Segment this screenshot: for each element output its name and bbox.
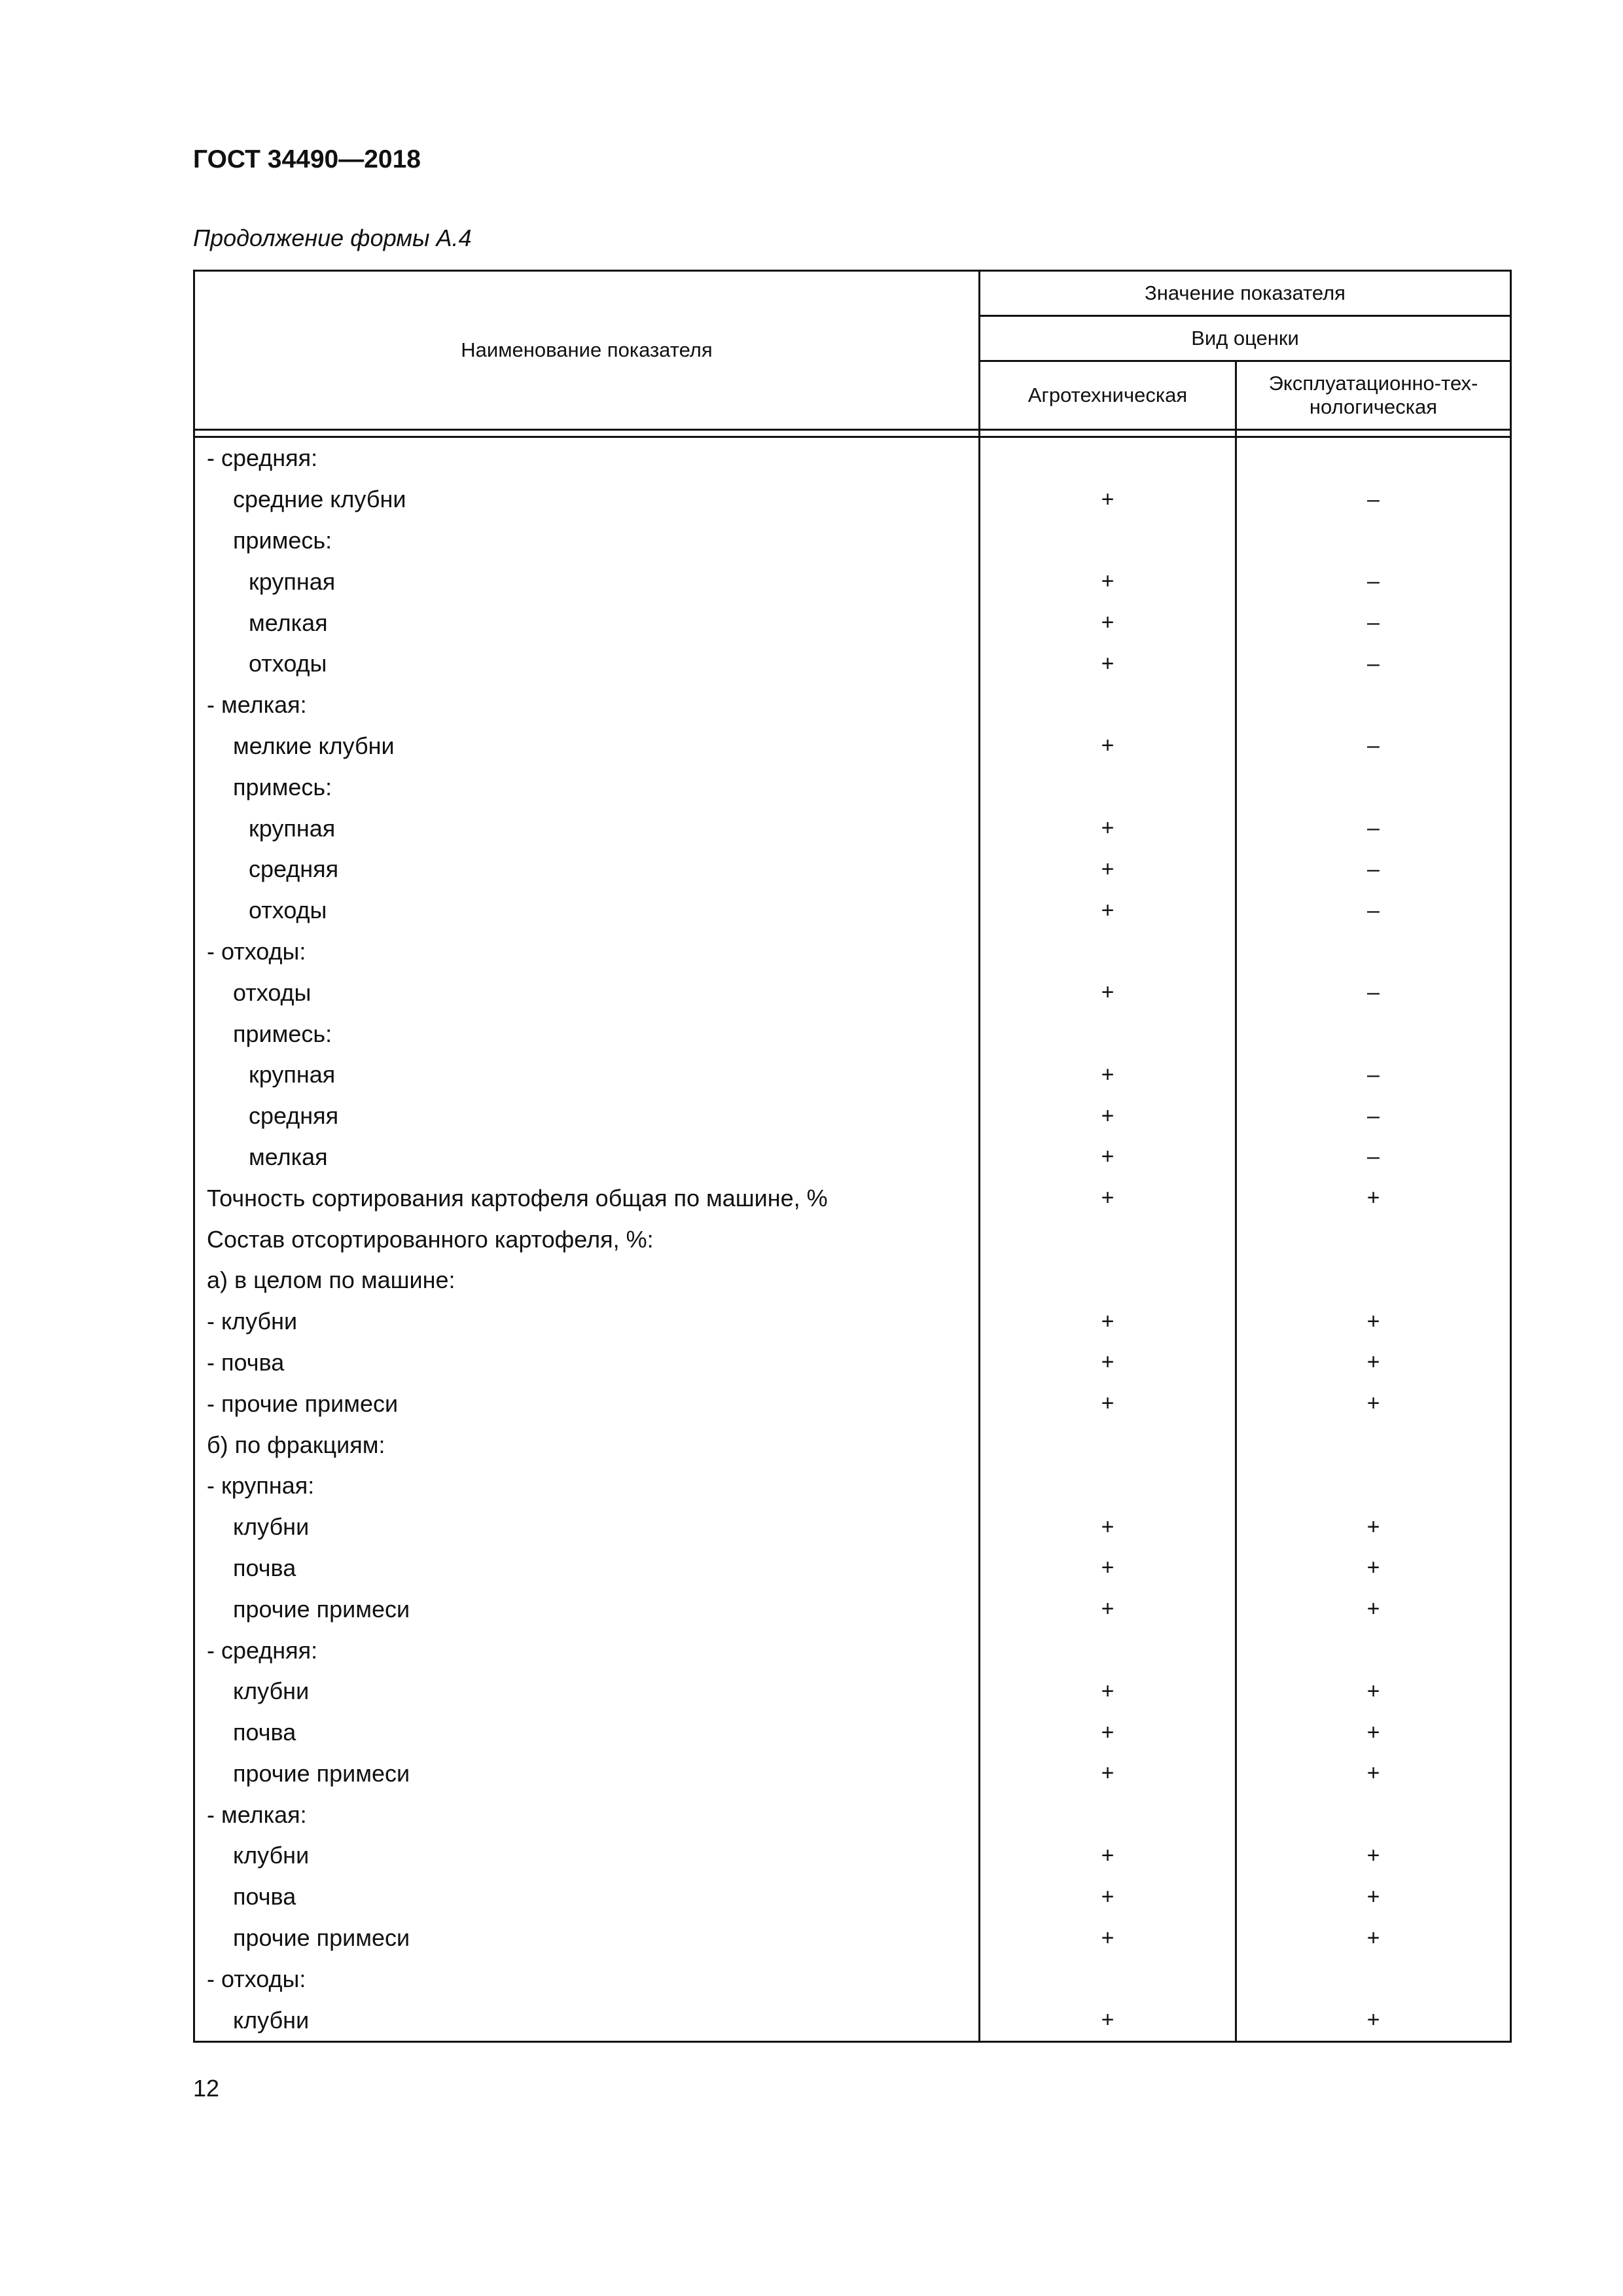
operational-mark-cell: + [1236, 1383, 1511, 1424]
indicator-name-cell: крупная [194, 808, 980, 849]
indicator-table [193, 270, 1512, 2043]
table-row [194, 1177, 1511, 1219]
operational-mark-cell: + [1236, 1918, 1511, 1959]
table-row [194, 561, 1511, 602]
indicator-name-cell: мелкие клубни [194, 726, 980, 767]
indicator-name-cell: примесь: [194, 1013, 980, 1054]
table-row [194, 1054, 1511, 1096]
agrotechnical-mark-cell: + [980, 808, 1236, 849]
document-title: ГОСТ 34490—2018 [193, 145, 421, 173]
indicator-name-cell: прочие примеси [194, 1753, 980, 1795]
header-indicator-name: Наименование показателя [194, 271, 980, 430]
table-row [194, 1794, 1511, 1835]
indicator-name-cell: - крупная: [194, 1465, 980, 1507]
operational-mark-cell: – [1236, 726, 1511, 767]
indicator-name-cell: - мелкая: [194, 1794, 980, 1835]
table-row [194, 931, 1511, 973]
operational-mark-cell [1236, 1260, 1511, 1301]
operational-mark-cell: + [1236, 1548, 1511, 1589]
indicator-name-cell: Состав отсортированного картофеля, %: [194, 1219, 980, 1260]
header-operational-line1: Эксплуатационно-тех- [1268, 372, 1478, 395]
agrotechnical-mark-cell [980, 1013, 1236, 1054]
indicator-name-cell: - отходы: [194, 1958, 980, 2000]
agrotechnical-mark-cell: + [980, 1301, 1236, 1342]
agrotechnical-mark-cell: + [980, 1507, 1236, 1548]
indicator-name-cell: отходы [194, 643, 980, 685]
header-assessment-type: Вид оценки [980, 316, 1511, 361]
operational-mark-cell: + [1236, 1342, 1511, 1384]
indicator-name-cell: - средняя: [194, 437, 980, 479]
agrotechnical-mark-cell: + [980, 602, 1236, 643]
indicator-name-cell: клубни [194, 1671, 980, 1712]
agrotechnical-mark-cell: + [980, 1548, 1236, 1589]
agrotechnical-mark-cell: + [980, 1671, 1236, 1712]
agrotechnical-mark-cell: + [980, 643, 1236, 685]
operational-mark-cell [1236, 1013, 1511, 1054]
indicator-name-cell: мелкая [194, 1137, 980, 1178]
table-row [194, 1671, 1511, 1712]
agrotechnical-mark-cell: + [980, 1918, 1236, 1959]
agrotechnical-mark-cell [980, 1958, 1236, 2000]
operational-mark-cell: + [1236, 2000, 1511, 2041]
indicator-name-cell: - средняя: [194, 1630, 980, 1671]
indicator-name-cell: прочие примеси [194, 1588, 980, 1630]
agrotechnical-mark-cell: + [980, 726, 1236, 767]
operational-mark-cell: – [1236, 1054, 1511, 1096]
table-row [194, 1548, 1511, 1589]
agrotechnical-mark-cell: + [980, 561, 1236, 602]
indicator-name-cell: клубни [194, 1835, 980, 1876]
operational-mark-cell: + [1236, 1507, 1511, 1548]
operational-mark-cell [1236, 1794, 1511, 1835]
operational-mark-cell: + [1236, 1588, 1511, 1630]
header-agrotechnical: Агротехническая [980, 361, 1236, 430]
indicator-name-cell: почва [194, 1712, 980, 1753]
indicator-name-cell: - почва [194, 1342, 980, 1384]
table-row [194, 1507, 1511, 1548]
operational-mark-cell [1236, 1958, 1511, 2000]
indicator-name-cell: - прочие примеси [194, 1383, 980, 1424]
table-row [194, 726, 1511, 767]
operational-mark-cell [1236, 437, 1511, 479]
operational-mark-cell: – [1236, 602, 1511, 643]
table-header [194, 271, 1511, 437]
agrotechnical-mark-cell [980, 1465, 1236, 1507]
indicator-name-cell: б) по фракциям: [194, 1424, 980, 1465]
table-body [194, 437, 1511, 2042]
table-row [194, 1383, 1511, 1424]
table-row [194, 766, 1511, 808]
indicator-name-cell: примесь: [194, 766, 980, 808]
operational-mark-cell: + [1236, 1876, 1511, 1918]
table-row [194, 1342, 1511, 1384]
table-row [194, 1876, 1511, 1918]
table-row [194, 1712, 1511, 1753]
page-number: 12 [193, 2075, 220, 2102]
agrotechnical-mark-cell [980, 685, 1236, 726]
table-row [194, 1835, 1511, 1876]
operational-mark-cell: + [1236, 1712, 1511, 1753]
table-row [194, 890, 1511, 931]
operational-mark-cell: – [1236, 479, 1511, 520]
operational-mark-cell [1236, 1465, 1511, 1507]
table-row [194, 643, 1511, 685]
operational-mark-cell: – [1236, 643, 1511, 685]
agrotechnical-mark-cell: + [980, 2000, 1236, 2041]
indicator-name-cell: отходы [194, 972, 980, 1013]
operational-mark-cell [1236, 685, 1511, 726]
agrotechnical-mark-cell: + [980, 1096, 1236, 1137]
operational-mark-cell [1236, 766, 1511, 808]
operational-mark-cell: – [1236, 849, 1511, 890]
operational-mark-cell: – [1236, 1096, 1511, 1137]
operational-mark-cell: + [1236, 1671, 1511, 1712]
agrotechnical-mark-cell: + [980, 1177, 1236, 1219]
agrotechnical-mark-cell: + [980, 1876, 1236, 1918]
agrotechnical-mark-cell [980, 1630, 1236, 1671]
operational-mark-cell: + [1236, 1835, 1511, 1876]
indicator-name-cell: отходы [194, 890, 980, 931]
table-row [194, 685, 1511, 726]
header-operational-line2: нологическая [1309, 395, 1438, 418]
header-operational [1236, 361, 1511, 430]
table-row [194, 1137, 1511, 1178]
table-row [194, 1630, 1511, 1671]
agrotechnical-mark-cell [980, 931, 1236, 973]
table-row [194, 479, 1511, 520]
agrotechnical-mark-cell: + [980, 1835, 1236, 1876]
table-row [194, 2000, 1511, 2041]
agrotechnical-mark-cell: + [980, 890, 1236, 931]
operational-mark-cell: + [1236, 1301, 1511, 1342]
agrotechnical-mark-cell [980, 437, 1236, 479]
operational-mark-cell: – [1236, 972, 1511, 1013]
indicator-name-cell: почва [194, 1548, 980, 1589]
agrotechnical-mark-cell: + [980, 1753, 1236, 1795]
indicator-name-cell: мелкая [194, 602, 980, 643]
indicator-name-cell: почва [194, 1876, 980, 1918]
operational-mark-cell: + [1236, 1753, 1511, 1795]
agrotechnical-mark-cell [980, 1424, 1236, 1465]
operational-mark-cell: – [1236, 808, 1511, 849]
table-row [194, 849, 1511, 890]
table-row [194, 520, 1511, 562]
indicator-name-cell: крупная [194, 561, 980, 602]
table-row [194, 1588, 1511, 1630]
table-row [194, 602, 1511, 643]
operational-mark-cell: – [1236, 1137, 1511, 1178]
indicator-name-cell: - мелкая: [194, 685, 980, 726]
agrotechnical-mark-cell [980, 1794, 1236, 1835]
indicator-name-cell: прочие примеси [194, 1918, 980, 1959]
table-row [194, 808, 1511, 849]
indicator-name-cell: примесь: [194, 520, 980, 562]
agrotechnical-mark-cell: + [980, 1383, 1236, 1424]
indicator-name-cell: средние клубни [194, 479, 980, 520]
table-row [194, 1753, 1511, 1795]
table-row [194, 1219, 1511, 1260]
indicator-name-cell: а) в целом по машине: [194, 1260, 980, 1301]
indicator-name-cell: средняя [194, 1096, 980, 1137]
agrotechnical-mark-cell: + [980, 479, 1236, 520]
indicator-name-cell: - клубни [194, 1301, 980, 1342]
indicator-name-cell: клубни [194, 1507, 980, 1548]
operational-mark-cell: – [1236, 561, 1511, 602]
operational-mark-cell [1236, 1630, 1511, 1671]
table-row [194, 1424, 1511, 1465]
table-row [194, 972, 1511, 1013]
agrotechnical-mark-cell: + [980, 1054, 1236, 1096]
indicator-name-cell: клубни [194, 2000, 980, 2041]
operational-mark-cell [1236, 1424, 1511, 1465]
agrotechnical-mark-cell: + [980, 1588, 1236, 1630]
table-row [194, 1958, 1511, 2000]
header-value-group: Значение показателя [980, 271, 1511, 316]
agrotechnical-mark-cell [980, 1219, 1236, 1260]
operational-mark-cell [1236, 520, 1511, 562]
agrotechnical-mark-cell: + [980, 849, 1236, 890]
operational-mark-cell: – [1236, 890, 1511, 931]
operational-mark-cell [1236, 1219, 1511, 1260]
agrotechnical-mark-cell: + [980, 1712, 1236, 1753]
table-row [194, 1013, 1511, 1054]
table-row [194, 1465, 1511, 1507]
agrotechnical-mark-cell: + [980, 972, 1236, 1013]
indicator-name-cell: - отходы: [194, 931, 980, 973]
form-caption: Продолжение формы А.4 [193, 224, 472, 251]
indicator-name-cell: Точность сортирования картофеля общая по машине, % [194, 1177, 980, 1219]
agrotechnical-mark-cell [980, 1260, 1236, 1301]
agrotechnical-mark-cell [980, 520, 1236, 562]
indicator-name-cell: крупная [194, 1054, 980, 1096]
table-row [194, 1301, 1511, 1342]
agrotechnical-mark-cell [980, 766, 1236, 808]
table-row [194, 1096, 1511, 1137]
table-row [194, 437, 1511, 479]
operational-mark-cell: + [1236, 1177, 1511, 1219]
operational-mark-cell [1236, 931, 1511, 973]
agrotechnical-mark-cell: + [980, 1137, 1236, 1178]
table-row [194, 1918, 1511, 1959]
agrotechnical-mark-cell: + [980, 1342, 1236, 1384]
indicator-name-cell: средняя [194, 849, 980, 890]
table-row [194, 1260, 1511, 1301]
